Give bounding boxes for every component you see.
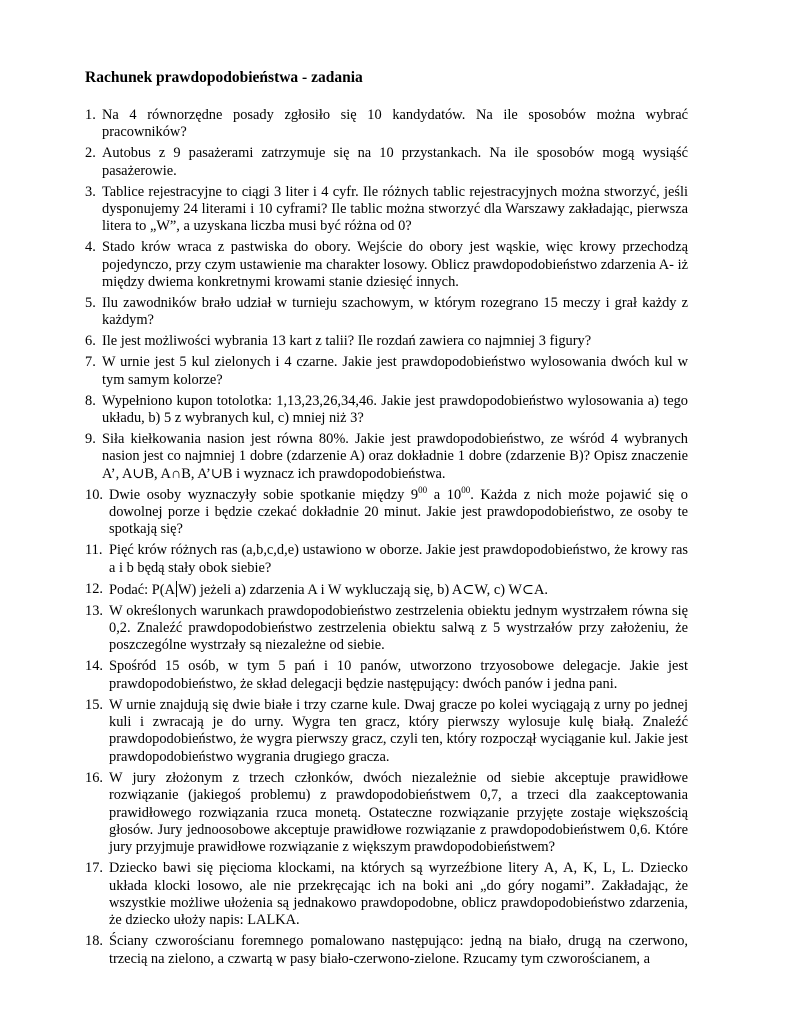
task-text-part: a 10: [427, 486, 462, 503]
superscript-minutes: 00: [418, 484, 428, 495]
task-text-part: Dwie osoby wyznaczyły sobie spotkanie między 9: [109, 486, 419, 503]
task-item-1: [85, 107, 688, 142]
task-text: [109, 581, 688, 599]
task-item-4: [85, 239, 688, 291]
task-text: W określonych warunkach prawdopodobieństwo zestrzelenia obiektu jednym wystrzałem równa się 0,2. Znaleźć prawdopodobieństwo zestrzelenia obiektu salwą z 5 wystrzałów przy założeniu, że poszczególne wystrzały są niezależne od siebie.: [109, 602, 688, 654]
task-text: W urnie znajdują się dwie białe i trzy czarne kule. Dwaj gracze po kolei wyciągają z urny po jednej kuli i zwracają je do urny. Wygra ten gracz, który pierwszy wylosuje kulę białą. Znaleźć prawdopodobieństwo, że wygra pierwszy gracz, czyli ten, który rozpoczął wyciąganie kul. Jakie jest prawdopodobieństwo wygrania drugiego gracza.: [109, 696, 688, 765]
task-number: 16.: [85, 769, 103, 786]
task-item-16: [85, 770, 688, 857]
task-number: 6.: [85, 333, 96, 350]
task-item-10: [85, 484, 688, 539]
task-number: 2.: [85, 145, 96, 162]
task-text: Ile jest możliwości wybrania 13 kart z talii? Ile rozdań zawiera co najmniej 3 figury?: [102, 333, 592, 350]
task-text: Autobus z 9 pasażerami zatrzymuje się na 10 przystankach. Na ile sposobów mogą wysiąść pasażerowie.: [102, 145, 688, 179]
task-number: 4.: [85, 239, 96, 256]
task-text: Ściany czworościanu foremnego pomalowano następująco: jedną na biało, drugą na czerwono, trzecią na zielono, a czwartą w pasy biało-czerwono-zielone. Rzucamy tym czworościanem, a: [109, 933, 688, 967]
task-item-11: [85, 542, 688, 577]
task-text: Wypełniono kupon totolotka: 1,13,23,26,34,46. Jakie jest prawdopodobieństwo wylosowania a) tego układu, b) 5 z wybranych kul, c) mniej niż 3?: [102, 392, 688, 426]
task-text: [109, 484, 688, 539]
task-text: Siła kiełkowania nasion jest równa 80%. Jakie jest prawdopodobieństwo, ze wśród 4 wybranych nasion jest co najmniej 1 dobre (zdarzenie A) oraz dokładnie 1 dobre (zdarzenie B)? Opisz znaczenie A’, A∪B, A∩B, A’∪B i wyznacz ich prawdopodobieństwa.: [102, 430, 688, 482]
task-number: 8.: [85, 392, 96, 409]
task-item-8: [85, 393, 688, 428]
task-text: Na 4 równorzędne posady zgłosiło się 10 kandydatów. Na ile sposobów można wybrać pracowników?: [102, 107, 688, 141]
task-item-3: [85, 184, 688, 236]
task-number: 1.: [85, 107, 96, 123]
task-item-15: [85, 697, 688, 767]
superscript-minutes: 00: [461, 484, 471, 495]
task-text: Pięć krów różnych ras (a,b,c,d,e) ustawiono w oborze. Jakie jest prawdopodobieństwo, że krowy ras a i b będą stały obok siebie?: [109, 542, 688, 576]
task-item-6: [85, 333, 688, 350]
task-item-18: [85, 933, 688, 968]
task-number: 12.: [85, 580, 103, 597]
task-item-13: [85, 603, 688, 655]
task-number: 18.: [85, 933, 103, 950]
task-text: Ilu zawodników brało udział w turnieju szachowym, w którym rozegrano 15 meczy i grał każdy z każdym?: [102, 295, 688, 329]
task-item-2: [85, 145, 688, 180]
task-item-5: [85, 295, 688, 330]
task-number: 14.: [85, 658, 103, 675]
task-text-part: Podać: P(A: [109, 581, 175, 598]
task-text: Tablice rejestracyjne to ciągi 3 liter i 4 cyfr. Ile różnych tablic rejestracyjnych można stworzyć, jeśli dysponujemy 24 literami i 10 cyframi? Ile tablic można stworzyć dla Warszawy zakładając, pierwsza litera to „W”, a uzyskana liczba musi być różna od 0?: [102, 183, 688, 235]
task-number: 13.: [85, 602, 103, 619]
task-text: Spośród 15 osób, w tym 5 pań i 10 panów, utworzono trzyosobowe delegacje. Jakie jest prawdopodobieństwo, że skład delegacji będzie następujący: dwóch panów i jedna pani.: [109, 658, 688, 692]
task-item-9: [85, 431, 688, 483]
document-title: Rachunek prawdopodobieństwa - zadania: [85, 69, 363, 86]
task-number: 9.: [85, 430, 96, 447]
task-text-part: . Każda z nich może pojawić się o dowolnej porze i będzie czekać dokładnie 20 minut. Jakie jest prawdopodobieństwo, ze osoby te spotkają się?: [109, 486, 688, 538]
task-item-17: [85, 860, 688, 930]
task-number: 5.: [85, 295, 96, 312]
task-number: 17.: [85, 860, 103, 877]
task-number: 15.: [85, 696, 103, 713]
conditional-bar-icon: [176, 581, 177, 597]
task-list: [85, 107, 688, 972]
task-number: 10.: [85, 486, 103, 503]
task-item-12: [85, 581, 688, 599]
task-number: 11.: [85, 542, 103, 559]
task-number: 3.: [85, 183, 96, 200]
task-text: W jury złożonym z trzech członków, dwóch niezależnie od siebie akceptuje prawidłowe rozwiązanie (jakiegoś problemu) z prawdopodobieństwem 0,7, a trzeci dla zaakceptowania prawidłowego rozwiązania rzuca monetą. Ostateczne rozwiązanie przyjęte zostaje większością głosów. Jury jednoosobowe akceptuje prawidłowe rozwiązanie z prawdopodobieństwem 0,6. Które jury przyjmuje prawidłowe rozwiązanie z większym prawdopodobieństwem?: [109, 769, 688, 856]
task-item-14: [85, 658, 688, 693]
task-text: Dziecko bawi się pięcioma klockami, na których są wyrzeźbione litery A, A, K, L, L. Dziecko układa klocki losowo, ale nie przekręcając ich na boki ani „do góry nogami”. Zakładając, że wszystkie możliwe ułożenia są jednakowo prawdopodobne, oblicz prawdopodobieństwo zdarzenia, że dziecko ułoży napis: LALKA.: [109, 860, 688, 929]
task-number: 7.: [85, 354, 96, 371]
task-text-part: W) jeżeli a) zdarzenia A i W wykluczają się, b) A⊂W, c) W⊂A.: [177, 581, 548, 598]
task-text: Stado krów wraca z pastwiska do obory. Wejście do obory jest wąskie, więc krowy przechodzą pojedynczo, przy czym ustawienie ma charakter losowy. Oblicz prawdopodobieństwo zdarzenia A- iż między dwiema konkretnymi krowami stanie dziesięć innych.: [102, 239, 688, 291]
task-item-7: [85, 354, 688, 389]
task-text: W urnie jest 5 kul zielonych i 4 czarne. Jakie jest prawdopodobieństwo wylosowania dwóch kul w tym samym kolorze?: [102, 354, 688, 388]
